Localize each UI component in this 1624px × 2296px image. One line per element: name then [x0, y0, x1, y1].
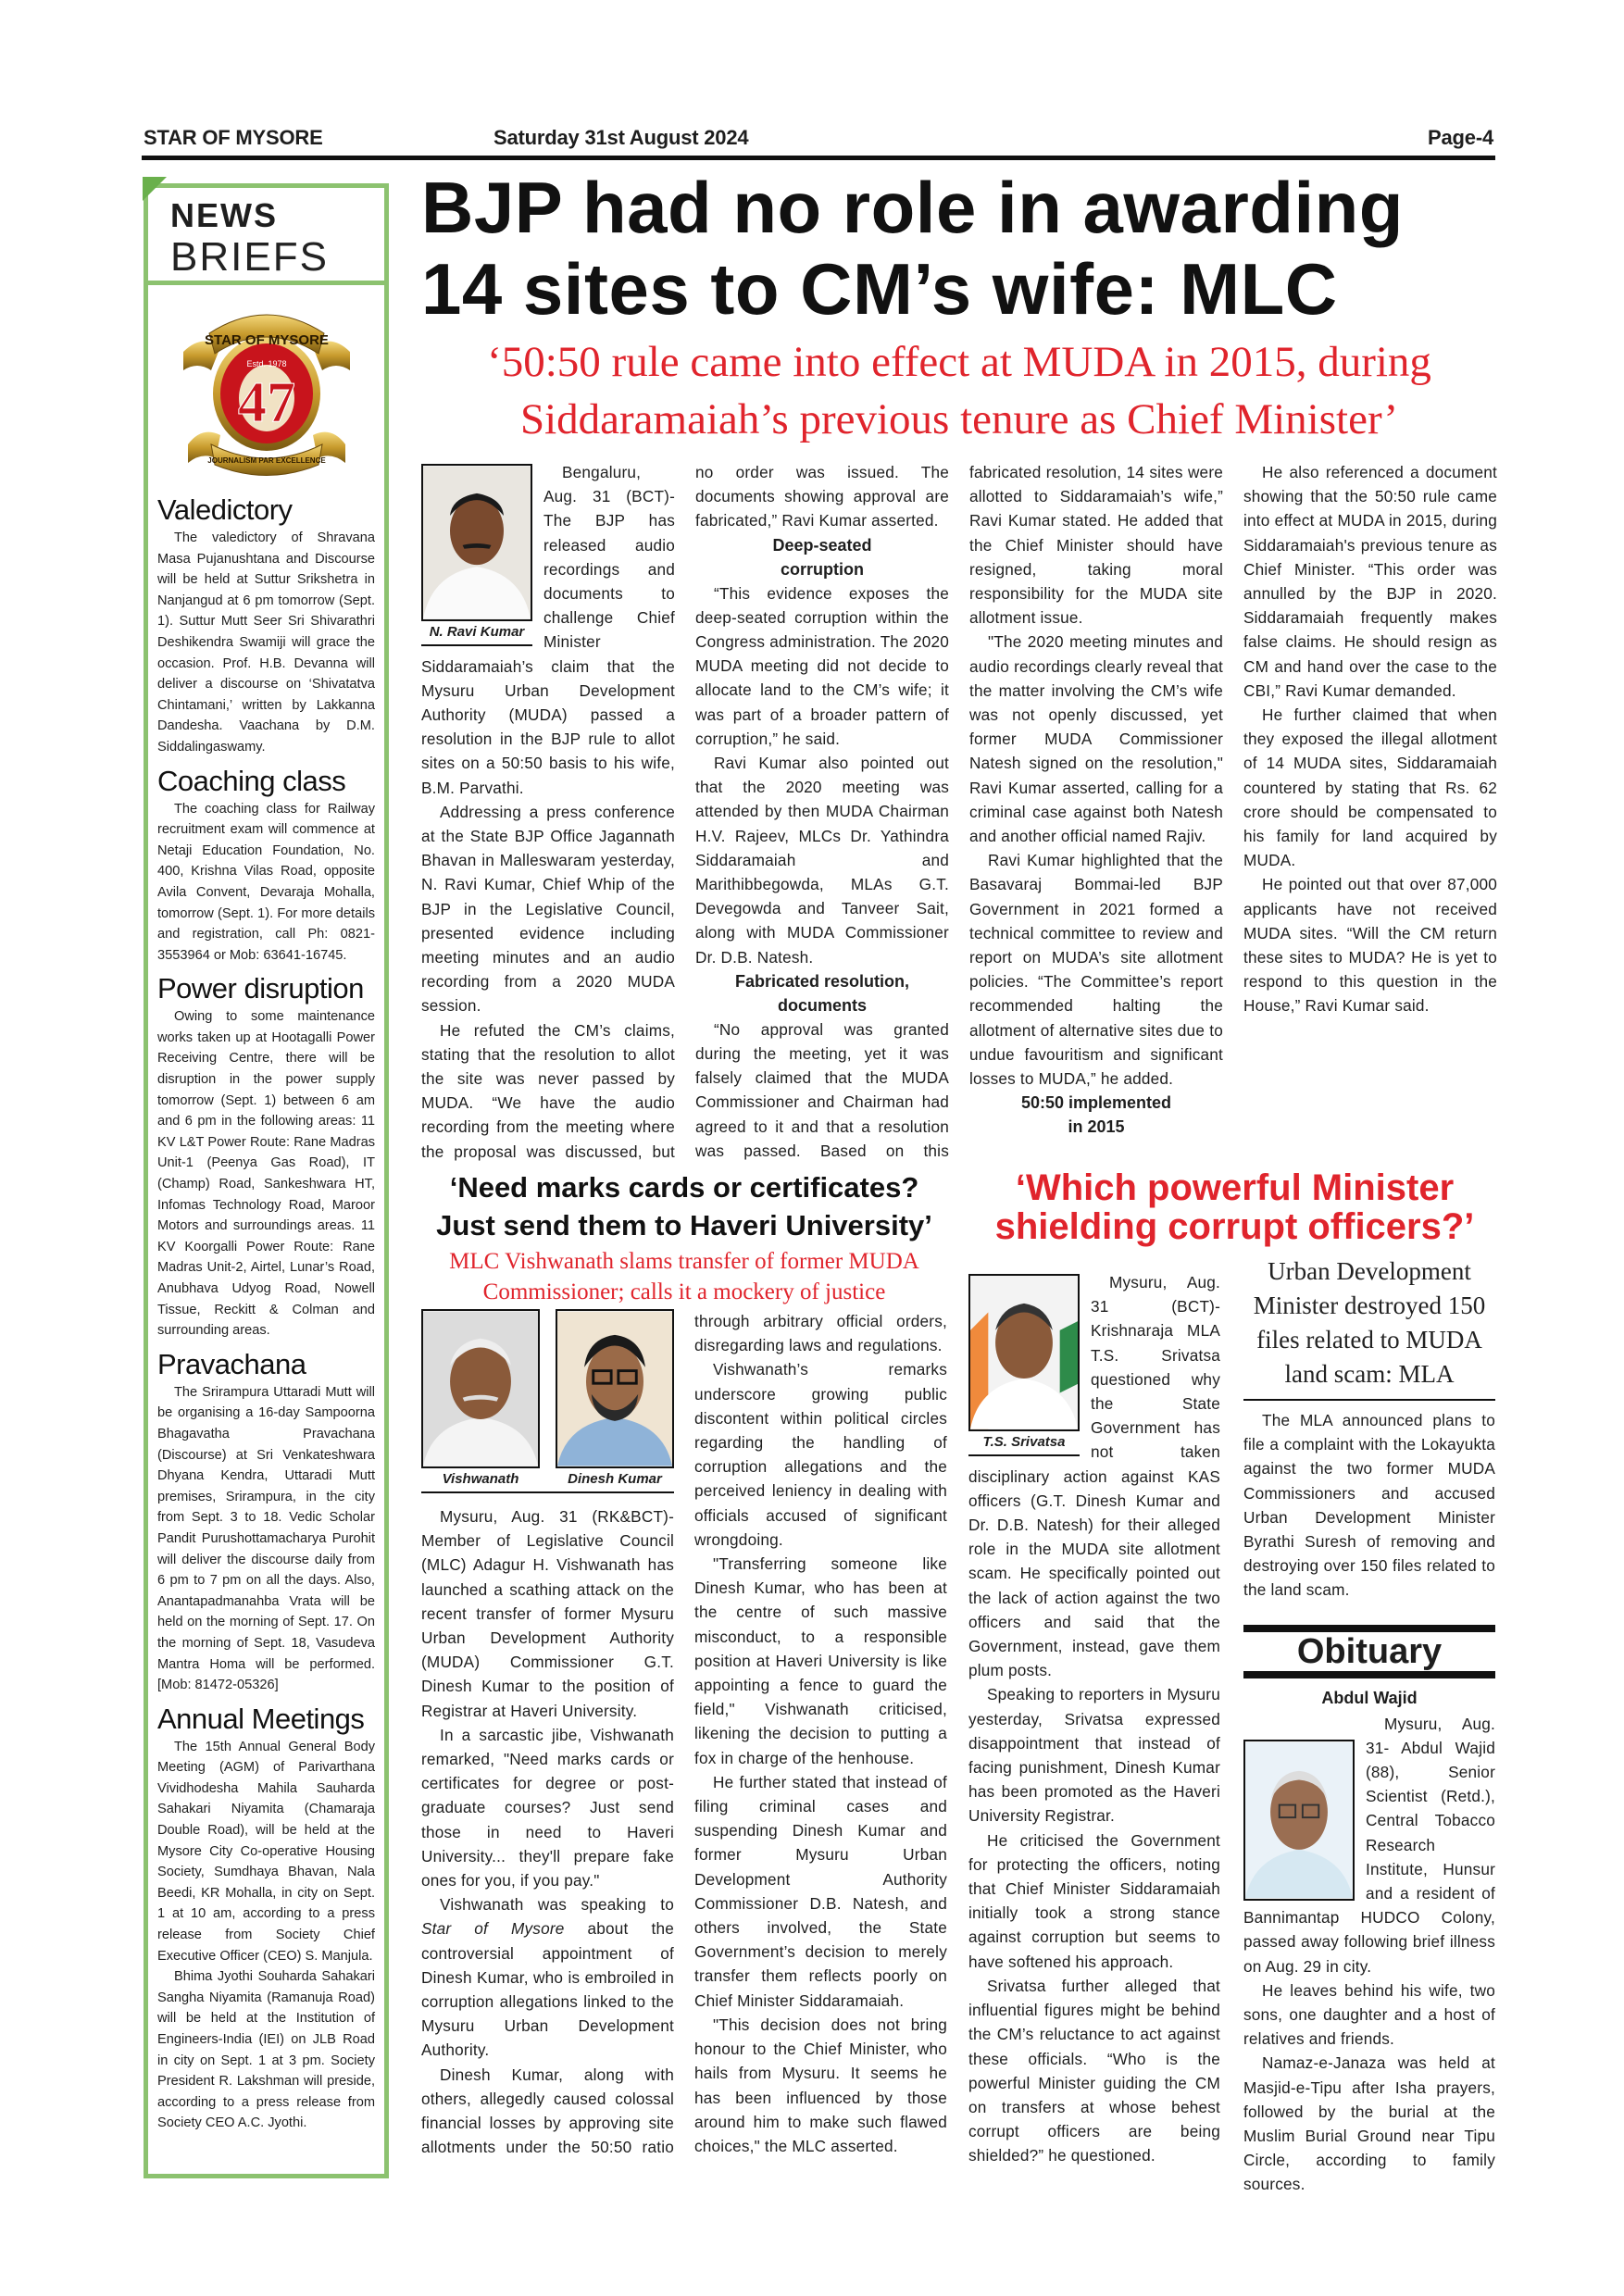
section-subhead: 50:50 implemented in 2015: [1020, 1093, 1172, 1137]
paragraph: He refuted the CM’s claims, stating that the resolution to allot the site was never passed by MUDA. “We have the audio recording from the meeting where the proposal was discussed, but no order was issued. The documents showing approval are fabricated,” Ravi Kumar asserted.: [421, 463, 949, 1161]
brief-heading: Pravachana: [157, 1347, 306, 1380]
paragraph: He further stated that instead of filing criminal cases and suspending Dinesh Kumar and former Mysuru Urban Development Authority Commissioner D.B. Natesh, and others involved, the State Government’s decision to merely transfer them reflects poorly on Chief Minister Siddaramaiah.: [694, 1772, 947, 2010]
masthead-date: Saturday 31st August 2024: [493, 126, 749, 149]
paragraph: He leaves behind his wife, two sons, one daughter and a host of relatives and friends.: [1243, 1980, 1495, 2049]
masthead-rule: [142, 156, 1495, 160]
portrait-image: [968, 1274, 1080, 1431]
minister-story-continued: [1243, 1408, 1495, 1603]
paragraph: Mysuru, Aug. 31 (BCT)- Krishnaraja MLA T.S. Srivatsa questioned why the State Government has not taken disciplinary action against KAS officers (G.T. Dinesh Kumar and Dr. D.B. Natesh) for their alleged role in the MUDA site allotment scam. He specifically pointed out the lack of action against the two officers and said that the Government, instead, gave them plum posts.: [968, 1273, 1220, 1680]
brief-heading: Valedictory: [157, 493, 293, 526]
svg-text:47: 47: [237, 371, 295, 434]
paragraph: [421, 1892, 674, 2062]
obituary-title: Obituary: [1296, 1631, 1443, 1671]
paragraph: He also referenced a document showing that the 50:50 rule came into effect at MUDA in 2015, during Siddaramaiah's previous tenure as Chief Minister. “This order was annulled by the BJP in 2020. Siddaramaiah frequently makes false claims. He should resign as CM and hand over the case to the CBI,” Ravi Kumar demanded.: [1243, 463, 1497, 700]
obituary-body: [1243, 1712, 1495, 2197]
paragraph-text: about the controversial appointment of Dinesh Kumar, who is embroiled in corruption allegations linked to the Mysuru Urban Development Authority.: [421, 1919, 674, 2060]
brief-heading: Annual Meetings: [157, 1702, 365, 1735]
photo-caption: Vishwanath: [442, 1471, 519, 1487]
news-briefs-sidebar: [144, 183, 389, 2178]
subheadline-line: Commissioner; calls it a mockery of justice: [482, 1279, 886, 1304]
paragraph: Namaz-e-Janaza was held at Masjid-e-Tipu after Isha prayers, followed by the burial at the Muslim Burial Ground near Tipu Circle, according to family sources.: [1243, 2053, 1495, 2194]
brief-heading: Power disruption: [157, 972, 364, 1005]
star-of-mysore-47-logo: [174, 296, 359, 481]
publication-name: Star of Mysore: [421, 1919, 565, 1939]
section-subhead: Fabricated resolution, documents: [734, 971, 910, 1015]
paragraph: “No approval was granted during the meeting, yet it was falsely claimed that the MUDA Commissioner and Chairman had agreed to it and that a resolution was passed. Based on this fabricated resolution, 14 sites were allotted to Siddaramaiah’s wife,” Ravi Kumar stated. He added that the Chief Minister should have resigned, taking moral responsibility for the MUDA site allotment issue.: [695, 463, 1223, 1160]
srivatsa-photo: [968, 1274, 1080, 1456]
paragraph: Vishwanath’s remarks underscore growing public discontent within political circles regarding the handling of corruption allegations and the perceived leniency in dealing with officials accused of significant wrongdoing.: [694, 1360, 947, 1549]
vishwanath-photo: [421, 1309, 540, 1491]
lead-story-body: [421, 460, 1497, 1173]
haveri-story-headline: [421, 1168, 947, 1244]
svg-text:STAR OF MYSORE: STAR OF MYSORE: [204, 332, 329, 348]
right-column: [1243, 1254, 1495, 2197]
paragraph: “This evidence exposes the deep-seated corruption within the Congress administration. The 2020 MUDA meeting did not decide to allocate land to the CM’s wife; it was part of a broader pattern of corruption,” he said.: [695, 583, 949, 748]
brief-paragraph: Owing to some maintenance works taken up at Hootagalli Power Receiving Centre, there will be disruption in the power supply tomorrow (Sept. 1) between 6 am and 6 pm in the following areas: 11 KV L&T Power Route: Rane Madras Unit-1 (Peenya Gas Road), IT (Champ) Road, Sankeshwara HT, Infomas Technology Road, Maroor Motors and surroundings areas. 11 KV Koorgalli Power Route: Rane Madras Unit-2, Airtel, Lunar’s Road, Anubhava Udyog Road, Nowell Tissue, Reckitt & Colman and surrounding areas.: [157, 1009, 375, 1339]
masthead-page-number: Page-4: [1428, 126, 1493, 149]
photo-caption: N. Ravi Kumar: [421, 621, 532, 646]
obituary-name: Abdul Wajid: [1321, 1688, 1418, 1707]
obituary-top-bar: [1243, 1625, 1495, 1632]
portrait-image: [556, 1309, 674, 1468]
portrait-image: [421, 464, 532, 621]
headline-line: ‘Which powerful Minister: [1015, 1167, 1455, 1208]
lead-subheadline-line: ‘50:50 rule came into effect at MUDA in 2015, during: [487, 338, 1431, 386]
obituary-section: [1243, 1625, 1495, 2197]
section-subhead: Deep-seated corruption: [772, 535, 872, 579]
ravi-kumar-photo: [421, 464, 532, 646]
lead-headline: [421, 167, 1497, 330]
photo-caption: T.S. Srivatsa: [968, 1431, 1080, 1456]
brief-paragraph: The 15th Annual General Body Meeting (AGM) of Parivarthana Vividhodesha Mahila Sauharda Sahakari Niyamita (Chamaraja Double Road), will be held at the Mysore City Co-operative Housing Society, Sumdhaya Bhavan, Nala Beedi, KR Mohalla, in city on Sept. 1 at 10 am, according to a press release from Society Chief Executive Officer (CEO) S. Manjula.: [157, 1739, 375, 1964]
haveri-story-photos: [421, 1309, 674, 1493]
haveri-story-subheadline: [421, 1246, 947, 1307]
headline-line: shielding corrupt officers?’: [994, 1206, 1475, 1247]
paragraph: "The 2020 meeting minutes and audio recordings clearly reveal that the matter involving the CM’s wife was not openly discussed, yet former MUDA Commissioner Natesh signed on the resolution," Ravi Kumar asserted, calling for a criminal case against both Natesh and another official named Rajiv.: [969, 632, 1223, 846]
news-briefs-header: [148, 188, 384, 285]
svg-text:JOURNALISM PAR EXCELLENCE: JOURNALISM PAR EXCELLENCE: [206, 456, 326, 465]
lead-subheadline-line: Siddaramaiah’s previous tenure as Chief Minister’: [519, 395, 1399, 443]
dinesh-kumar-photo: [556, 1309, 674, 1491]
obituary-bottom-bar: [1243, 1671, 1495, 1678]
lead-subheadline: [421, 333, 1497, 448]
pull-quote: Urban Development Minister destroyed 150 files related to MUDA land scam: MLA: [1243, 1254, 1495, 1401]
photo-caption: Dinesh Kumar: [568, 1471, 662, 1487]
paragraph: Bengaluru, Aug. 31 (BCT)- The BJP has released audio recordings and documents to challenge Chief Minister Siddaramaiah’s claim that the Mysuru Urban Development Authority (MUDA) passed a resolution in the BJP rule to allot sites on a 50:50 basis to his wife, B.M. Parvathi.: [421, 463, 675, 797]
paragraph-text: Vishwanath was speaking to: [440, 1895, 674, 1915]
portrait-image: [1243, 1740, 1355, 1901]
brief-paragraph: Bhima Jyothi Souharda Sahakari Sangha Niyamita (Ramanuja Road) will be held at the Institution of Engineers-India (IEI) on JLB Road in city on Sept. 1 at 3 pm. Society President R. Lakshman will preside, according to a press release from Society CEO A.C. Jyothi.: [157, 1969, 375, 2131]
paragraph: Mysuru, Aug. 31 (RK&BCT)- Member of Legislative Council (MLC) Adagur H. Vishwanath has launched a scathing attack on the recent transfer of former Mysuru Urban Development Authority (MUDA) Commissioner G.T. Dinesh Kumar to the position of Registrar at Haveri University.: [421, 1507, 674, 1720]
paragraph: Dinesh Kumar, along with others, allegedly caused colossal financial losses by approving site allotments under the 50:50 ratio through arbitrary official orders, disregarding laws and regulations.: [421, 1312, 947, 2157]
briefs-title-briefs: BRIEFS: [170, 234, 329, 280]
paragraph: He pointed out that over 87,000 applicants have not received MUDA sites. “Will the CM return these sites to MUDA? He is yet to respond to this question in the House,” Ravi Kumar said.: [1243, 875, 1497, 1016]
svg-text:Estd. 1978: Estd. 1978: [245, 359, 287, 368]
headline-line: Just send them to Haveri University’: [436, 1209, 932, 1242]
paragraph: "Transferring someone like Dinesh Kumar, who has been at the centre of such massive misconduct, to a responsible position at Haveri University is like appointing a fence to guard the field," Vishwanath criticised, likening the decision to putting a fox in charge of the henhouse.: [694, 1554, 947, 1767]
lead-headline-line: BJP had no role in awarding: [421, 167, 1404, 248]
minister-story-body: [968, 1270, 1220, 2168]
paragraph: Srivatsa further alleged that influential figures might be behind the CM’s reluctance to act against these officials. “Who is the powerful Minister guiding the CM on transfers at whose behest corrupt officers are being shielded?” he questioned.: [968, 1976, 1220, 2165]
brief-paragraph: The valedictory of Shravana Masa Pujanushtana and Discourse will be held at Suttur Srikshetra in Nanjangud at 6 pm tomorrow (Sept. 1). Suttur Mutt Seer Sri Shivarathri Deshikendra Swamiji will grace the occasion. Prof. H.B. Devanna will deliver a discourse on ‘Shivatatva Chintamani,’ written by Lakkanna Dandesha. Vaachana by D.M. Siddalingaswamy.: [157, 530, 375, 755]
paragraph: "This decision does not bring honour to the Chief Minister, who hails from Mysuru. It seems he has been influenced by those around him to make such flawed choices," the MLC asserted.: [694, 2015, 947, 2155]
paragraph: The MLA announced plans to file a complaint with the Lokayukta against the two former MUDA Commissioners and accused Urban Development Minister Byrathi Suresh of removing and destroying over 150 files related to the land scam.: [1243, 1411, 1495, 1600]
minister-story-headline: [968, 1168, 1501, 1246]
headline-line: ‘Need marks cards or certificates?: [449, 1171, 919, 1204]
brief-paragraph: The Srirampura Uttaradi Mutt will be organising a 16-day Sampoorna Bhagavatha Pravachana (Discourse) at Sri Venkateshwara Dhyana Kendra, Uttaradi Mutt premises, Srirampura, in the city from Sept. 3 to 18. Vedic Scholar Pandit Purushottamacharya Purohit will deliver the discourse daily from 6 pm to 7 pm on all the days. Also, Anantapadmanahba Vrata will be held on the morning of Sept. 17. On the morning of Sept. 18, Vasudeva Mantra Homa will be performed. [Mob: 81472-05326]: [157, 1384, 375, 1693]
briefs-title-news: NEWS: [170, 196, 278, 234]
paragraph: Addressing a press conference at the State BJP Office Jagannath Bhavan in Malleswaram yesterday, N. Ravi Kumar, Chief Whip of the BJP in the Legislative Council, presented evidence including meeting minutes and an audio recording from a 2020 MUDA session.: [421, 802, 675, 1016]
corner-flag-icon: [143, 177, 167, 201]
abdul-wajid-photo: [1243, 1740, 1355, 1901]
paragraph: In a sarcastic jibe, Vishwanath remarked, "Need marks cards or certificates for degree or post-graduate courses? Just send those in need to Haveri University... they'll prepare fake ones for you, if you pay.": [421, 1725, 674, 1890]
portrait-image: [421, 1309, 540, 1468]
paragraph: Ravi Kumar highlighted that the Basavaraj Bommai-led BJP Government in 2021 formed a technical committee to review and report on MUDA’s site allotment policies. “The Committee’s report recommended halting the allotment of alternative sites due to undue favouritism and significant losses to MUDA,” he added.: [969, 851, 1223, 1089]
masthead-paper-name: STAR OF MYSORE: [144, 126, 323, 149]
brief-paragraph: The coaching class for Railway recruitment exam will commence at Netaji Education Foundation, No. 400, Krishna Vilas Road, opposite Avila Convent, Devaraja Mohalla, tomorrow (Sept. 1). For more details and registration, call Ph: 0821-3553964 or Mob: 63641-16745.: [157, 801, 375, 963]
lead-headline-line: 14 sites to CM’s wife: MLC: [421, 248, 1338, 330]
brief-heading: Coaching class: [157, 764, 346, 797]
haveri-story-body: [421, 1309, 947, 2184]
paragraph: He criticised the Government for protecting the officers, noting that Chief Minister Siddaramaiah initially took a strong stance against corruption but seems to have softened his approach.: [968, 1830, 1220, 1971]
paragraph: He further claimed that when they exposed the illegal allotment of 14 MUDA sites, Siddaramaiah countered by stating that Rs. 62 crore should be compensated to his family for land acquired by MUDA.: [1243, 705, 1497, 870]
subheadline-line: MLC Vishwanath slams transfer of former MUDA: [449, 1249, 919, 1274]
paragraph: Speaking to reporters in Mysuru yesterday, Srivatsa expressed disappointment that instead of facing punishment, Dinesh Kumar has been promoted as the Haveri University Registrar.: [968, 1685, 1220, 1826]
paragraph: Mysuru, Aug. 31- Abdul Wajid (88), Senior Scientist (Retd.), Central Tobacco Research Institute, Hunsur and a resident of Bannimantap HUDCO Colony, passed away following brief illness on Aug. 29 in city.: [1243, 1714, 1495, 1976]
news-briefs-list: [148, 481, 384, 2134]
paragraph: Ravi Kumar also pointed out that the 2020 meeting was attended by then MUDA Chairman H.V. Rajeev, MLCs Dr. Yathindra Siddaramaiah and Marithibbegowda, MLAs G.T. Devegowda and Tanveer Sait, along with MUDA Commissioner Dr. D.B. Natesh.: [695, 754, 949, 967]
